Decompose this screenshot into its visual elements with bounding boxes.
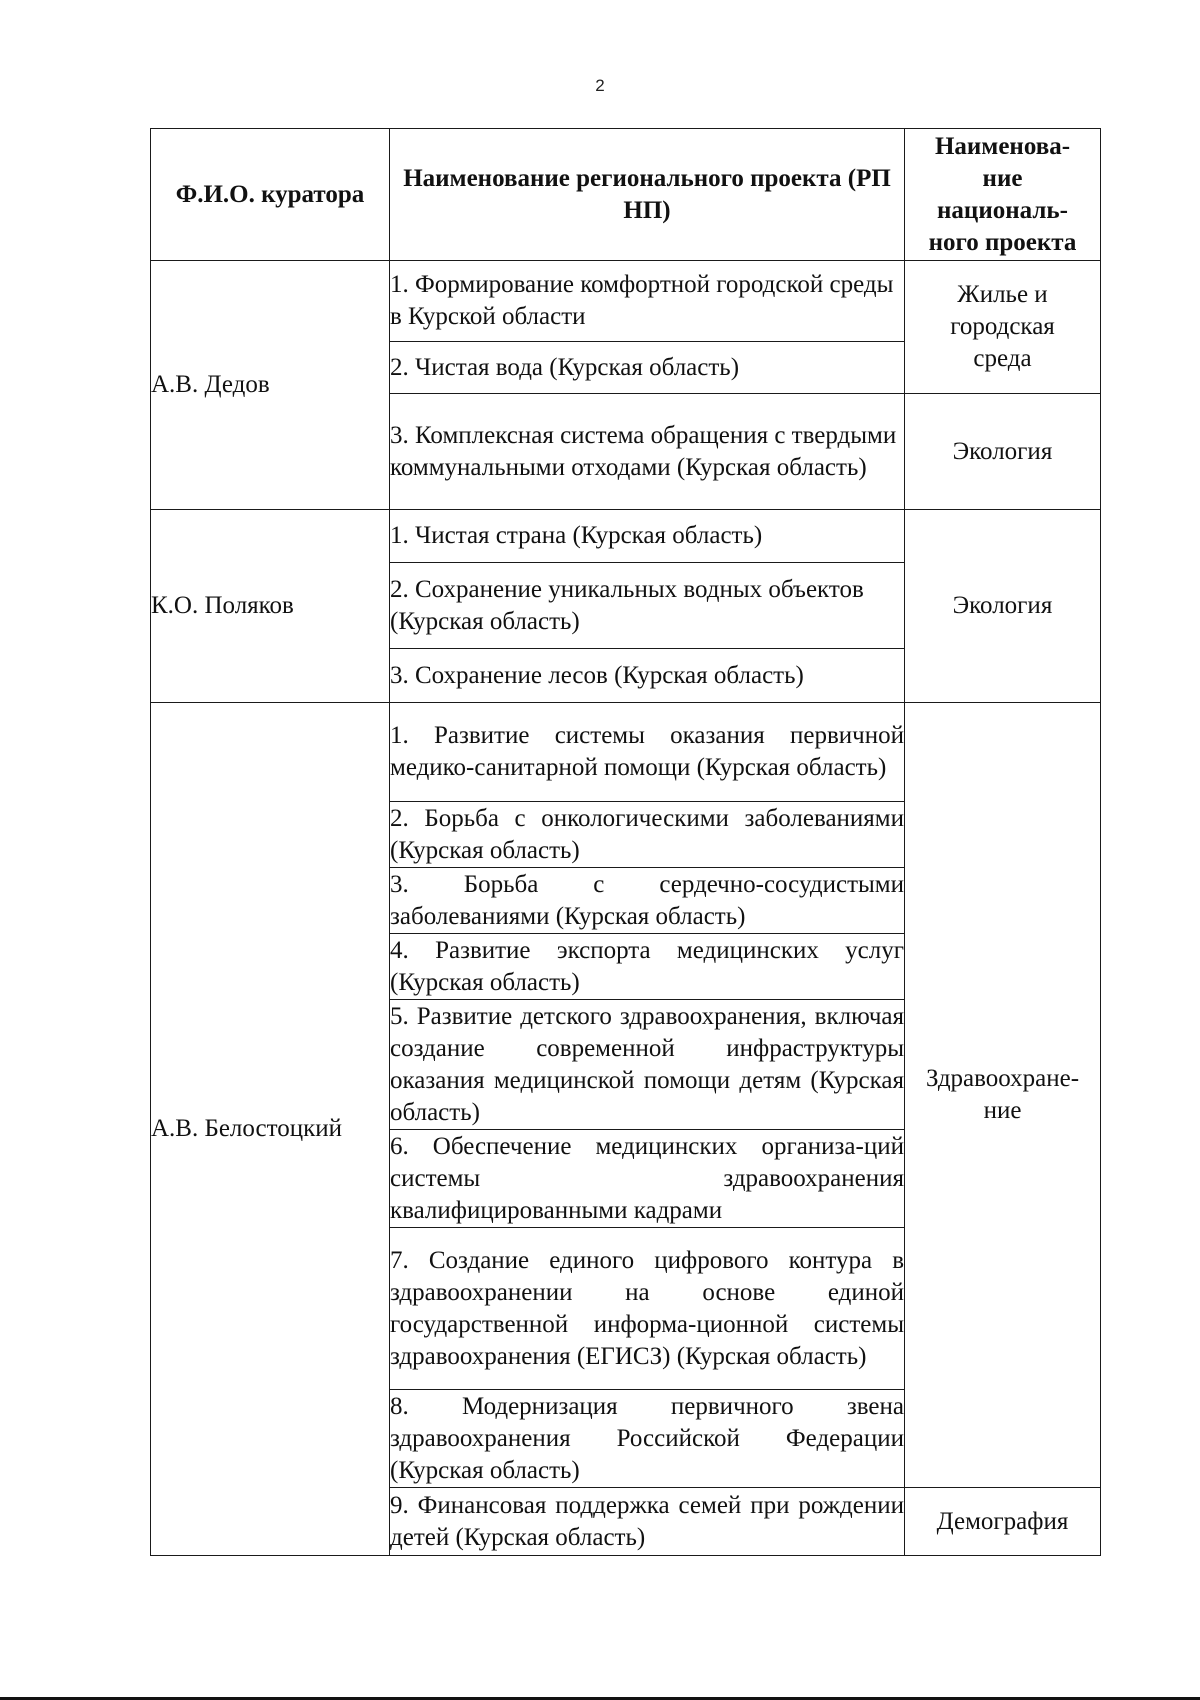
- regional-project-cell: 7. Создание единого цифрового контура в здравоохранении на основе единой государственной информа-ционной системы здравоохранения (ЕГИСЗ) (Курская область): [390, 1228, 905, 1390]
- table-row: [151, 510, 1101, 563]
- regional-project-cell: 9. Финансовая поддержка семей при рождении детей (Курская область): [390, 1488, 905, 1556]
- header-national-line: ние: [982, 164, 1023, 192]
- regional-project-cell: 3. Сохранение лесов (Курская область): [390, 649, 905, 703]
- header-national-line: ного проекта: [928, 228, 1077, 256]
- regional-project-cell: 5. Развитие детского здравоохранения, включая создание современной инфраструктуры оказания медицинской помощи детям (Курская область): [390, 1000, 905, 1130]
- header-curator: Ф.И.О. куратора: [151, 129, 390, 261]
- regional-project-cell: 1. Формирование комфортной городской среды в Курской области: [390, 261, 905, 342]
- regional-project-cell: 1. Чистая страна (Курская область): [390, 510, 905, 563]
- curators-table: [150, 128, 1101, 1556]
- national-project-line: Жилье и: [957, 281, 1048, 308]
- national-project-cell: [905, 1488, 1101, 1556]
- national-project-line: Экология: [952, 437, 1053, 465]
- regional-project-cell: 6. Обеспечение медицинских организа-ций системы здравоохранения квалифицированными кадрами: [390, 1130, 905, 1228]
- regional-project-cell: 4. Развитие экспорта медицинских услуг (Курская область): [390, 934, 905, 1000]
- regional-project-cell: 2. Борьба с онкологическими заболеваниями (Курская область): [390, 802, 905, 868]
- header-national-line: Наименова-: [934, 132, 1071, 160]
- regional-project-cell: 3. Комплексная система обращения с твердыми коммунальными отходами (Курская область): [390, 394, 905, 510]
- regional-project-cell: 1. Развитие системы оказания первичной медико-санитарной помощи (Курская область): [390, 703, 905, 802]
- table-row: [151, 261, 1101, 342]
- national-project-line: среда: [973, 345, 1032, 372]
- national-project-line: Здравоохране-: [925, 1065, 1080, 1092]
- header-national-line: националь-: [937, 196, 1068, 224]
- national-project-line: Экология: [952, 592, 1053, 619]
- curator-name: К.О. Поляков: [151, 510, 390, 703]
- regional-project-cell: 8. Модернизация первичного звена здравоохранения Российской Федерации (Курская область): [390, 1390, 905, 1488]
- national-project-cell: [905, 261, 1101, 394]
- regional-project-cell: 2. Сохранение уникальных водных объектов (Курская область): [390, 563, 905, 649]
- table-header-row: [151, 129, 1101, 261]
- table-row: [151, 703, 1101, 802]
- curator-name: А.В. Белостоцкий: [151, 703, 390, 1556]
- regional-project-cell: 3. Борьба с сердечно-сосудистыми заболеваниями (Курская область): [390, 868, 905, 934]
- national-project-cell: [905, 394, 1101, 510]
- national-project-cell: [905, 510, 1101, 703]
- curator-name: А.В. Дедов: [151, 261, 390, 510]
- header-national-project: [905, 129, 1101, 261]
- national-project-line: ние: [983, 1097, 1022, 1124]
- regional-project-cell: 2. Чистая вода (Курская область): [390, 342, 905, 394]
- curators-table-frame: [150, 128, 1100, 1556]
- page-number: 2: [595, 76, 605, 95]
- header-regional-project: Наименование регионального проекта (РП НП): [390, 129, 905, 261]
- national-project-cell: [905, 703, 1101, 1488]
- national-project-line: городская: [950, 313, 1055, 340]
- national-project-line: Демография: [936, 1507, 1069, 1535]
